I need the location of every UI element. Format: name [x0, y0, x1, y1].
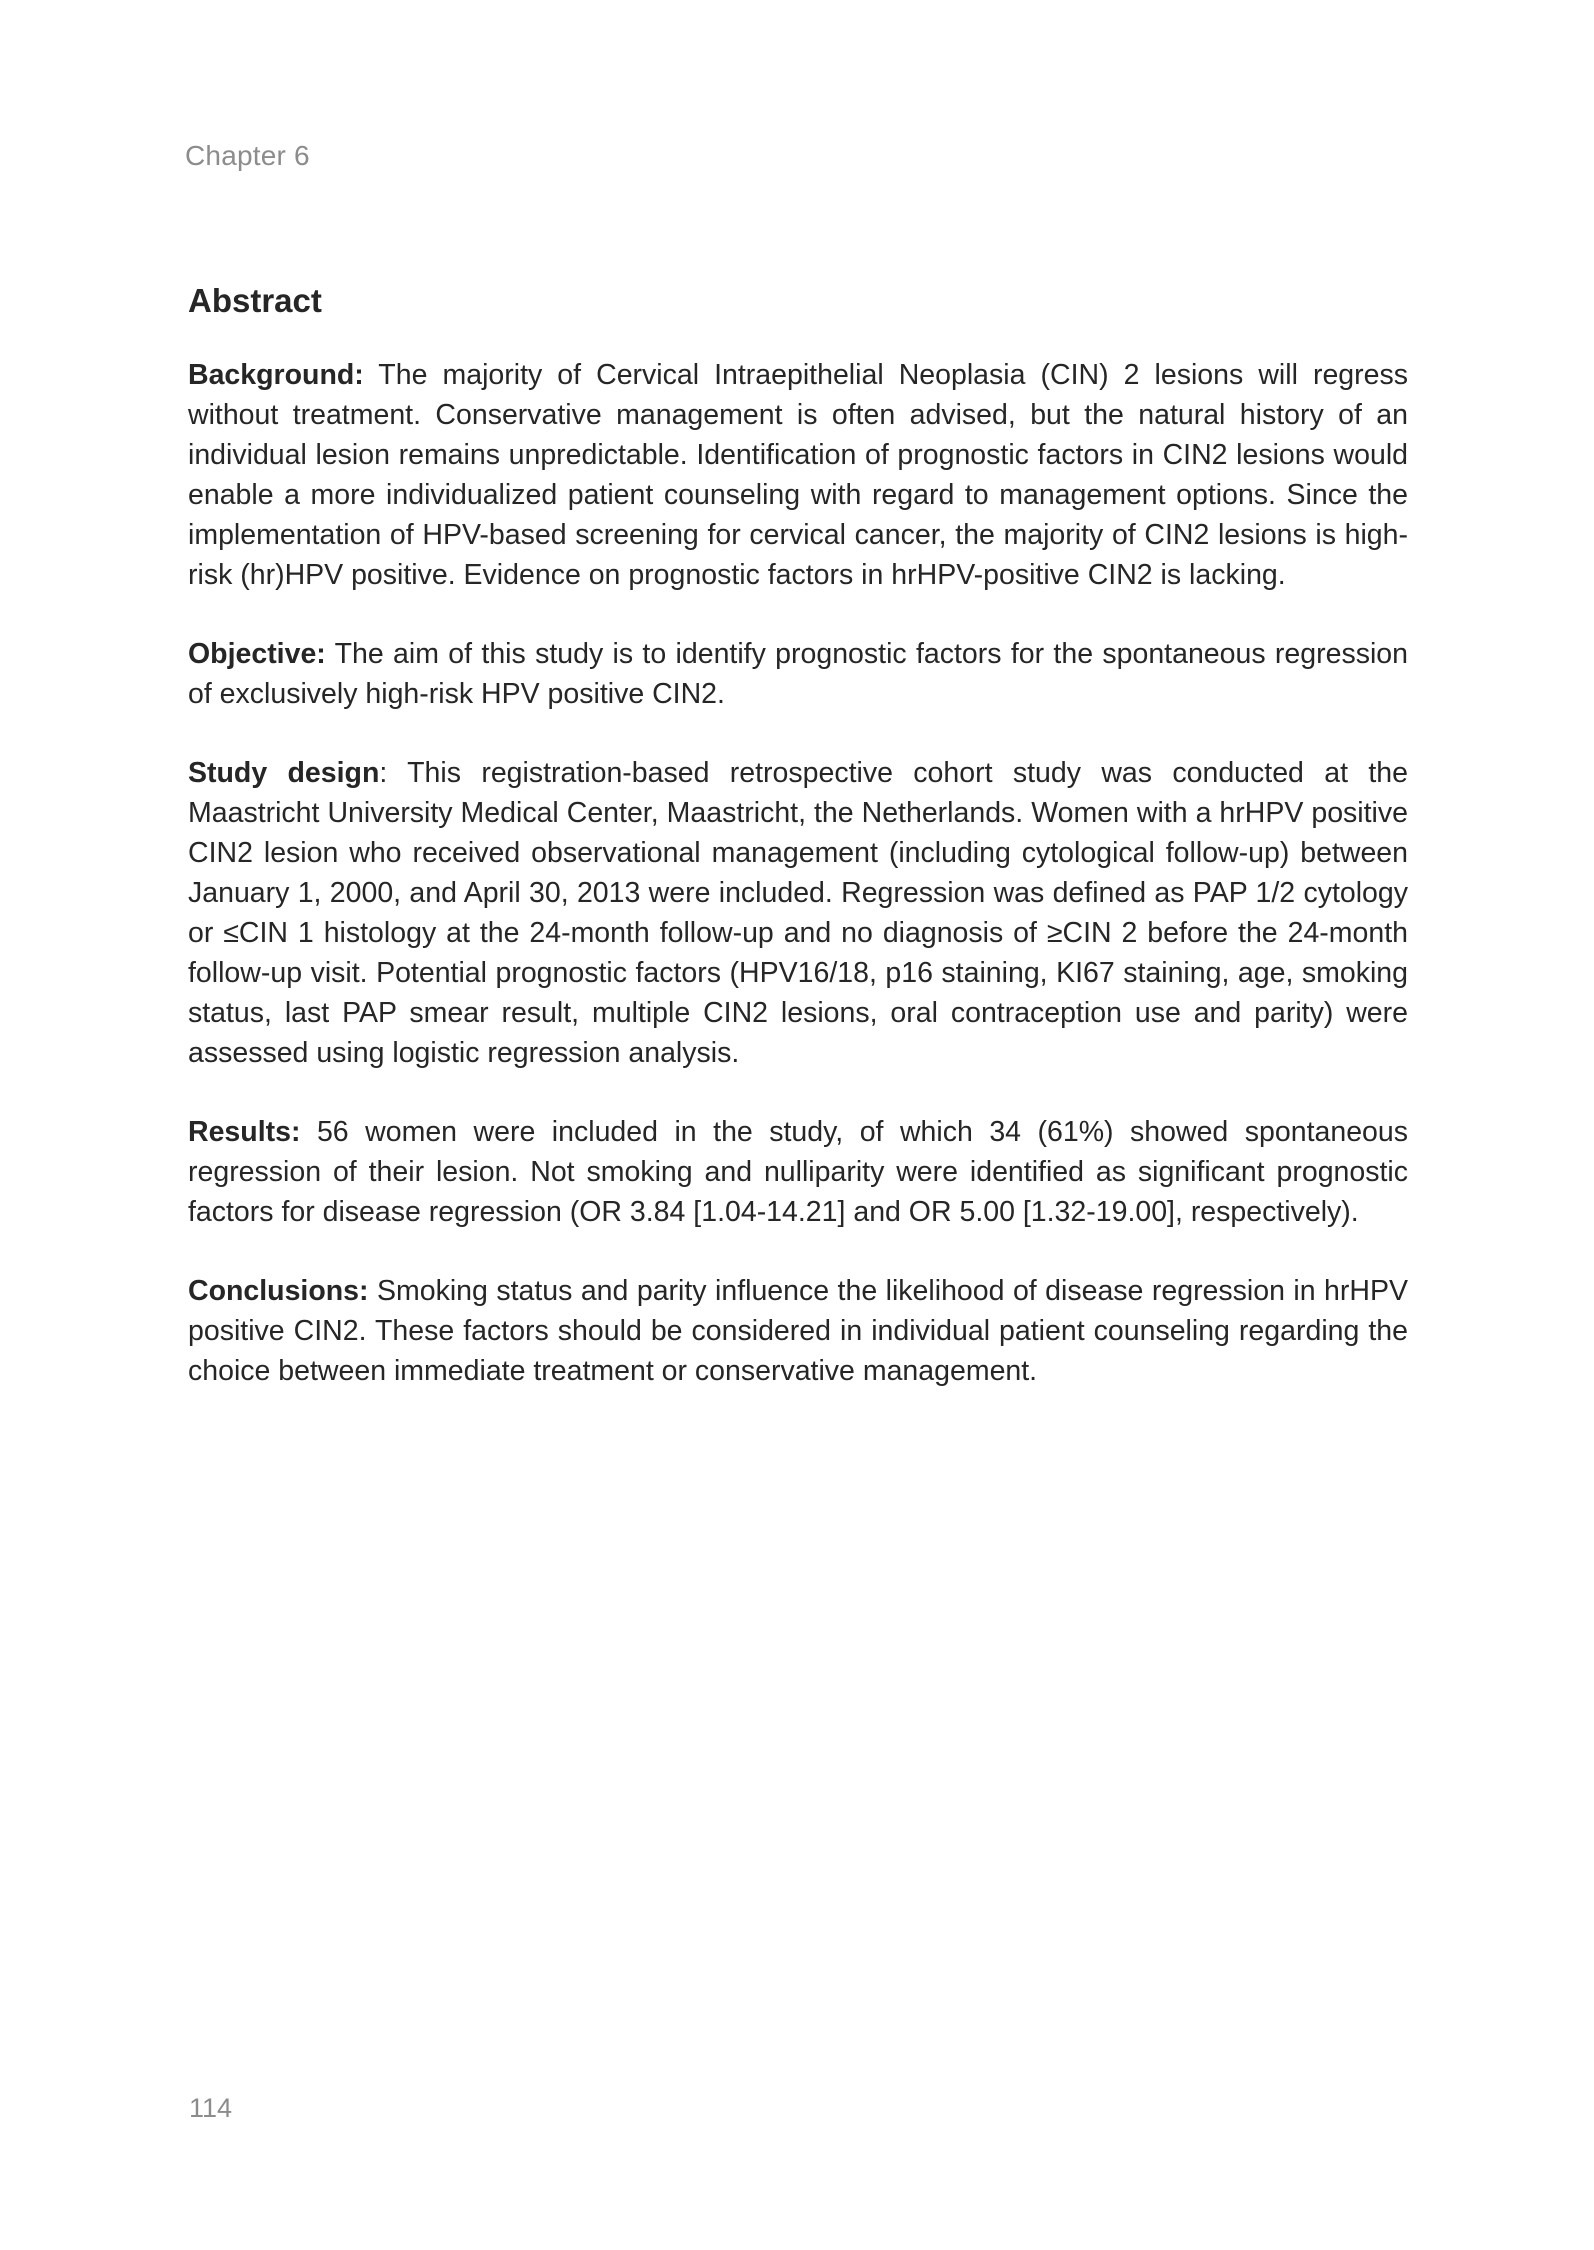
conclusions-label: Conclusions: [188, 1275, 369, 1307]
results-paragraph [188, 1112, 1408, 1232]
results-text: 56 women were included in the study, of which 34 (61%) showed spontaneous regression of their lesion. Not smoking and nulliparity were identified as significant prognostic factors for disease regression (OR 3.84 [1.04-14.21] and OR 5.00 [1.32-19.00], respectively). [188, 1116, 1408, 1228]
background-paragraph [188, 355, 1408, 595]
running-head: Chapter 6 [185, 140, 310, 171]
study-design-text: : This registration-based retrospective cohort study was conducted at the Maastricht University Medical Center, Maastricht, the Netherlands. Women with a hrHPV positive CIN2 lesion who received observational management (including cytological follow-up) between January 1, 2000, and April 30, 2013 were included. Regression was defined as PAP 1/2 cytology or ≤CIN 1 histology at the 24-month follow-up and no diagnosis of ≥CIN 2 before the 24-month follow-up visit. Potential prognostic factors (HPV16/18, p16 staining, KI67 staining, age, smoking status, last PAP smear result, multiple CIN2 lesions, oral contraception use and parity) were assessed using logistic regression analysis. [188, 757, 1408, 1069]
study-design-paragraph [188, 753, 1408, 1073]
abstract-content [188, 282, 1408, 1430]
conclusions-text: Smoking status and parity influence the likelihood of disease regression in hrHPV positive CIN2. These factors should be considered in individual patient counseling regarding the choice between immediate treatment or conservative management. [188, 1275, 1408, 1387]
study-design-label: Study design [188, 757, 380, 789]
objective-paragraph [188, 634, 1408, 714]
abstract-heading: Abstract [188, 282, 322, 319]
results-label: Results: [188, 1116, 301, 1148]
background-label: Background: [188, 359, 364, 391]
objective-label: Objective: [188, 638, 326, 670]
background-text: The majority of Cervical Intraepithelial Neoplasia (CIN) 2 lesions will regress without treatment. Conservative management is often advised, but the natural history of an individual lesion remains unpredictable. Identification of prognostic factors in CIN2 lesions would enable a more individualized patient counseling with regard to management options. Since the implementation of HPV-based screening for cervical cancer, the majority of CIN2 lesions is high-risk (hr)HPV positive. Evidence on prognostic factors in hrHPV-positive CIN2 is lacking. [188, 359, 1408, 591]
conclusions-paragraph [188, 1271, 1408, 1391]
page-number: 114 [189, 2093, 233, 2123]
objective-text: The aim of this study is to identify prognostic factors for the spontaneous regression of exclusively high-risk HPV positive CIN2. [188, 638, 1408, 710]
